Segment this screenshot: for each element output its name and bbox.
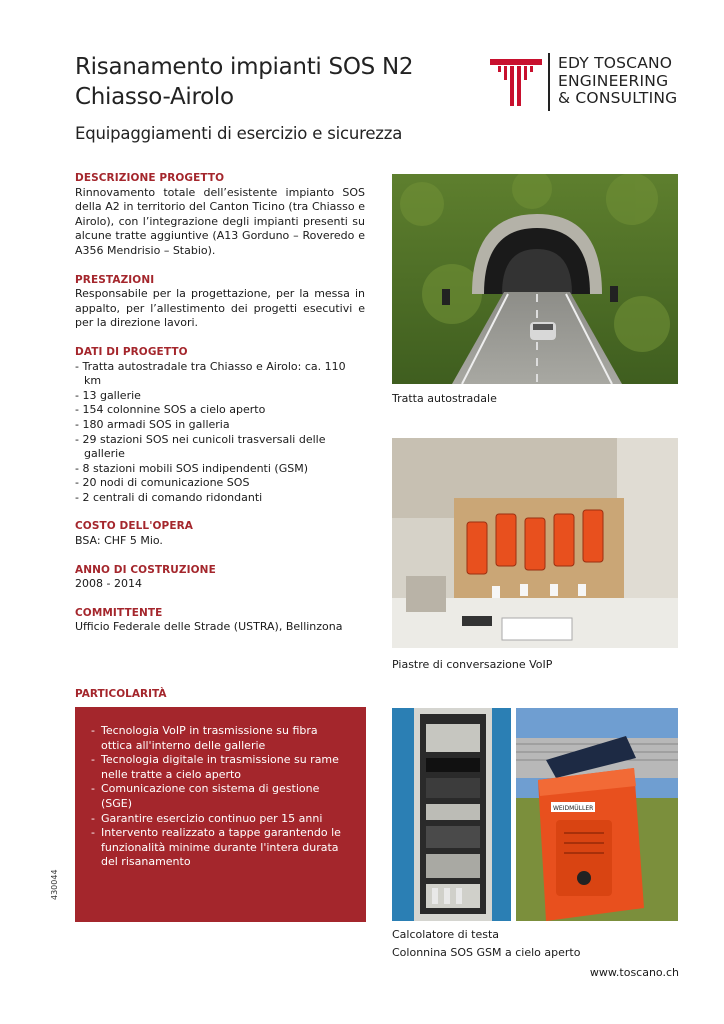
company-logo — [490, 53, 690, 111]
caption-photo-2: Piastre di conversazione VoIP — [392, 658, 553, 671]
list-item: - Garantire esercizio continuo per 15 anni — [85, 812, 348, 827]
list-item: - Tecnologia digitale in trasmissione su rame nelle tratte a cielo aperto — [85, 753, 348, 782]
photo-sos-column — [516, 708, 678, 921]
website-link[interactable]: www.toscano.ch — [589, 966, 679, 979]
caption-photo-4: Colonnina SOS GSM a cielo aperto — [392, 946, 581, 959]
document-number: 430044 — [50, 869, 59, 900]
list-item: - Intervento realizzato a tappe garantendo le funzionalità minime durante l'intera durata del risanamento — [85, 826, 348, 870]
list-item: - 2 centrali di comando ridondanti — [75, 491, 365, 506]
section-dati — [75, 345, 365, 506]
photo-voip-panels — [392, 438, 678, 648]
page-subtitle: Equipaggiamenti di esercizio e sicurezza — [75, 124, 403, 143]
section-prestazioni — [75, 273, 365, 331]
caption-photo-3: Calcolatore di testa — [392, 928, 500, 941]
section-text: Ufficio Federale delle Strade (USTRA), Bellinzona — [75, 620, 343, 634]
section-costo — [75, 519, 365, 548]
title-line-2: Chiasso-Airolo — [75, 84, 234, 110]
photo-tunnel — [392, 174, 678, 384]
column-label: WEIDMÜLLER — [553, 805, 594, 812]
section-particolarita-heading: PARTICOLARITÀ — [75, 688, 167, 700]
section-committente — [75, 606, 365, 635]
section-anno — [75, 563, 365, 592]
particolarita-box — [75, 707, 366, 922]
logo-wordmark — [558, 55, 677, 108]
section-text: BSA: CHF 5 Mio. — [75, 534, 163, 548]
section-descrizione — [75, 171, 365, 259]
section-heading: ANNO DI COSTRUZIONE — [75, 563, 216, 576]
list-item: - 29 stazioni SOS nei cunicoli trasversali delle gallerie — [75, 433, 365, 462]
logo-line-3: & CONSULTING — [558, 89, 678, 107]
section-heading: COSTO DELL'OPERA — [75, 520, 194, 533]
photo-rack — [392, 708, 511, 921]
title-line-1: Risanamento impianti SOS N2 — [75, 54, 414, 80]
list-item: - 180 armadi SOS in galleria — [75, 418, 365, 433]
data-list — [75, 360, 365, 506]
list-item: - Tratta autostradale tra Chiasso e Airolo: ca. 110 km — [75, 360, 365, 389]
list-item: - Comunicazione con sistema di gestione (SGE) — [85, 782, 348, 811]
list-item: - 13 gallerie — [75, 389, 365, 404]
caption-photo-1: Tratta autostradale — [392, 392, 497, 405]
page-title — [75, 52, 413, 112]
list-item: - 20 nodi di comunicazione SOS — [75, 476, 365, 491]
logo-line-1: EDY TOSCANO — [558, 54, 673, 72]
section-heading: COMMITTENTE — [75, 606, 163, 619]
particolarita-list — [85, 724, 348, 870]
logo-line-2: ENGINEERING — [558, 71, 669, 90]
section-text: Rinnovamento totale dell’esistente impianto SOS della A2 in territorio del Canton Ticino (tra Chiasso e Airolo), con l’integrazione degli impianti presenti su alcune tratte aggiuntive (A13 Gorduno – Roveredo e A356 Mendrisio – Stabio). — [75, 185, 365, 257]
project-details — [75, 171, 365, 649]
logo-mark-icon — [490, 53, 554, 111]
section-heading: DATI DI PROGETTO — [75, 345, 188, 358]
section-text: Responsabile per la progettazione, per la messa in appalto, per l’allestimento dei progetti esecutivi e per la direzione lavori. — [75, 287, 365, 330]
list-item: - Tecnologia VoIP in trasmissione su fibra ottica all'interno delle gallerie — [85, 724, 348, 753]
list-item: - 8 stazioni mobili SOS indipendenti (GSM) — [75, 462, 365, 477]
section-text: 2008 - 2014 — [75, 577, 142, 591]
section-heading: PRESTAZIONI — [75, 273, 155, 286]
list-item: - 154 colonnine SOS a cielo aperto — [75, 403, 365, 418]
section-heading: DESCRIZIONE PROGETTO — [75, 172, 225, 184]
